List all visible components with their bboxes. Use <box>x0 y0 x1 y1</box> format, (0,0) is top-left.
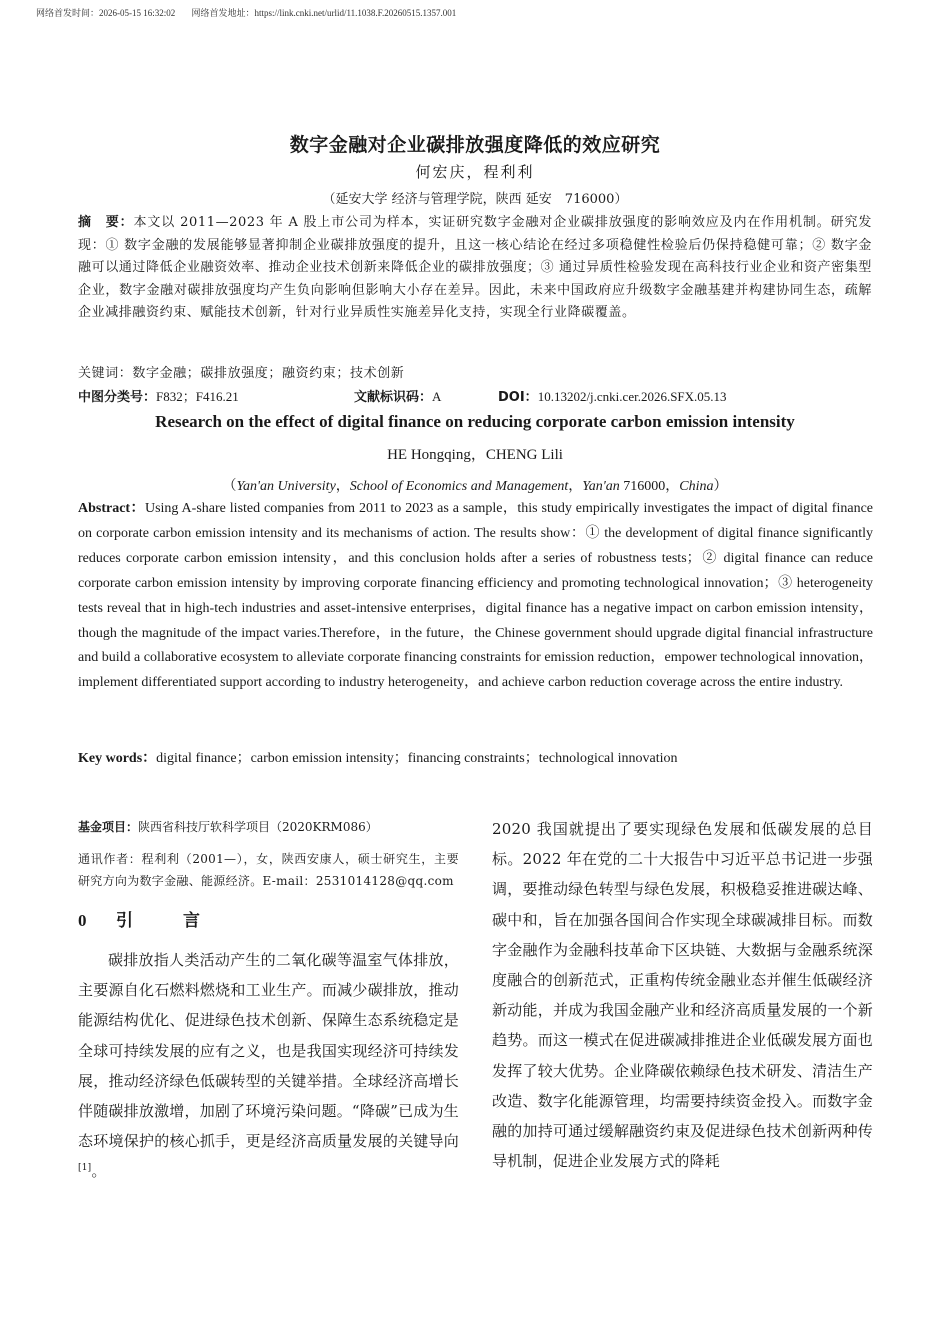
citation-ref[interactable]: [1] <box>78 1163 92 1174</box>
right-column <box>492 814 873 1176</box>
body-paragraph-left: 碳排放指人类活动产生的二氧化碳等温室气体排放，主要源自化石燃料燃烧和工业生产。而减少碳排放，推动能源结构优化、促进绿色技术创新、保障生态系统稳定是全球可持续发展的应有之义，也是我国实现经济可持续发展，推动经济绿色低碳转型的关键举措。全球经济高增长伴随碳排放激增，加剧了环境污染问题。“降碳”已成为生态环境保护的核心抓手，更是经济高质量发展的关键导向[1]。 <box>78 951 459 1181</box>
abstract-chinese-label: 摘 要： <box>78 215 134 230</box>
left-column <box>78 818 459 1187</box>
clc-number: 中图分类号：F832；F416.21 <box>78 389 239 405</box>
corresponding-author-footnote: 通讯作者：程利利（2001—），女，陕西安康人，硕士研究生，主要研究方向为数字金融、能源经济。E-mail：2531014128@qq.com <box>78 852 459 888</box>
doi: DOI：10.13202/j.cnki.cer.2026.SFX.05.13 <box>498 389 727 405</box>
publication-time: 网络首发时间：2026-05-15 16:32:02 <box>36 8 176 18</box>
abstract-english <box>78 497 873 696</box>
body-paragraph-right: 2020 我国就提出了要实现绿色发展和低碳发展的总目标。2022 年在党的二十大报告中习近平总书记进一步强调，要推动绿色转型与绿色发展，积极稳妥推进碳达峰、碳中和，旨在加强各国间合作实现全球碳减排目标。而数字金融作为金融科技革命下区块链、大数据与金融系统深度融合的创新范式，正重构传统金融业态并催生低碳经济新动能，并成为我国金融产业和经济高质量发展的一个新趋势。而这一模式在促进碳减排推进企业低碳发展方面也发挥了较大优势。企业降碳依赖绿色技术研发、清洁生产改造、数字化能源管理，均需要持续资金投入。而数字金融的加持可通过缓解融资约束及促进绿色技术创新两种传导机制，促进企业发展方式的降耗 <box>492 820 873 1171</box>
document-code: 文献标识码：A <box>354 389 442 405</box>
online-publication-header <box>36 6 456 19</box>
publication-url[interactable]: 网络首发地址：https://link.cnki.net/urlid/11.1038.F.20260515.1357.001 <box>191 8 457 18</box>
fund-footnote: 基金项目：陕西省科技厅软科学项目（2020KRM086） <box>78 820 378 834</box>
title-chinese: 数字金融对企业碳排放强度降低的效应研究 <box>289 134 661 156</box>
authors-english: HE Hongqing，CHENG Lili <box>387 447 563 463</box>
keywords-english: Key words：digital finance；carbon emission intensity；financing constraints；technological innovation <box>78 751 678 766</box>
authors-chinese: 何宏庆，程利利 <box>415 163 535 181</box>
section-heading-introduction: 0 引言 <box>78 911 250 931</box>
abstract-chinese <box>78 212 872 325</box>
abstract-chinese-text: 本文以 2011—2023 年 A 股上市公司为样本，实证研究数字金融对企业碳排放强度的影响效应及内在作用机制。研究发现：① 数字金融的发展能够显著抑制企业碳排放强度的提升，且这一核心结论在经过多项稳健性检验后仍保持稳健可靠；② 数字金融可以通过降低企业融资效率、推动企业技术创新来降低企业的碳排放强度；③ 通过异质性检验发现在高科技行业企业和资产密集型企业，数字金融对碳排放强度均产生负向影响但影响大小存在差异。因此，未来中国政府应升级数字金融基建并构建协同生态，疏解企业减排融资约束、赋能技术创新，针对行业异质性实施差异化支持，实现全行业降碳覆盖。 <box>78 215 872 321</box>
keywords-chinese: 关键词：数字金融；碳排放强度；融资约束；技术创新 <box>78 366 405 381</box>
abstract-english-text: Using A-share listed companies from 2011 to 2023 as a sample，this study empirically investigates the impact of digital finance on corporate carbon emission intensity and its mechanisms of action. The results show：① the development of digital finance significantly reduces corporate carbon emission intensity，and this conclusion holds after a series of robustness tests；② digital finance can reduce corporate carbon emission intensity by improving corporate financing efficiency and promoting technological innovation；③ heterogeneity tests reveal that in high-tech industries and asset-intensive enterprises，digital finance has a negative impact on carbon emission intensity，though the magnitude of the impact varies.Therefore，in the future，the Chinese government should upgrade digital financial infrastructure and build a collaborative ecosystem to alleviate corporate financing constraints for emission reduction，empower technological innovation，implement differentiated support according to industry heterogeneity，and achieve carbon reduction coverage across the entire industry. <box>78 501 873 691</box>
abstract-english-label: Abstract： <box>78 501 145 516</box>
title-english: Research on the effect of digital finance on reducing corporate carbon emission intensity <box>155 412 795 431</box>
affiliation-english: （Yan'an University，School of Economics and Management，Yan'an 716000，China） <box>222 479 728 494</box>
affiliation-chinese: （延安大学 经济与管理学院，陕西 延安 716000） <box>322 192 628 207</box>
